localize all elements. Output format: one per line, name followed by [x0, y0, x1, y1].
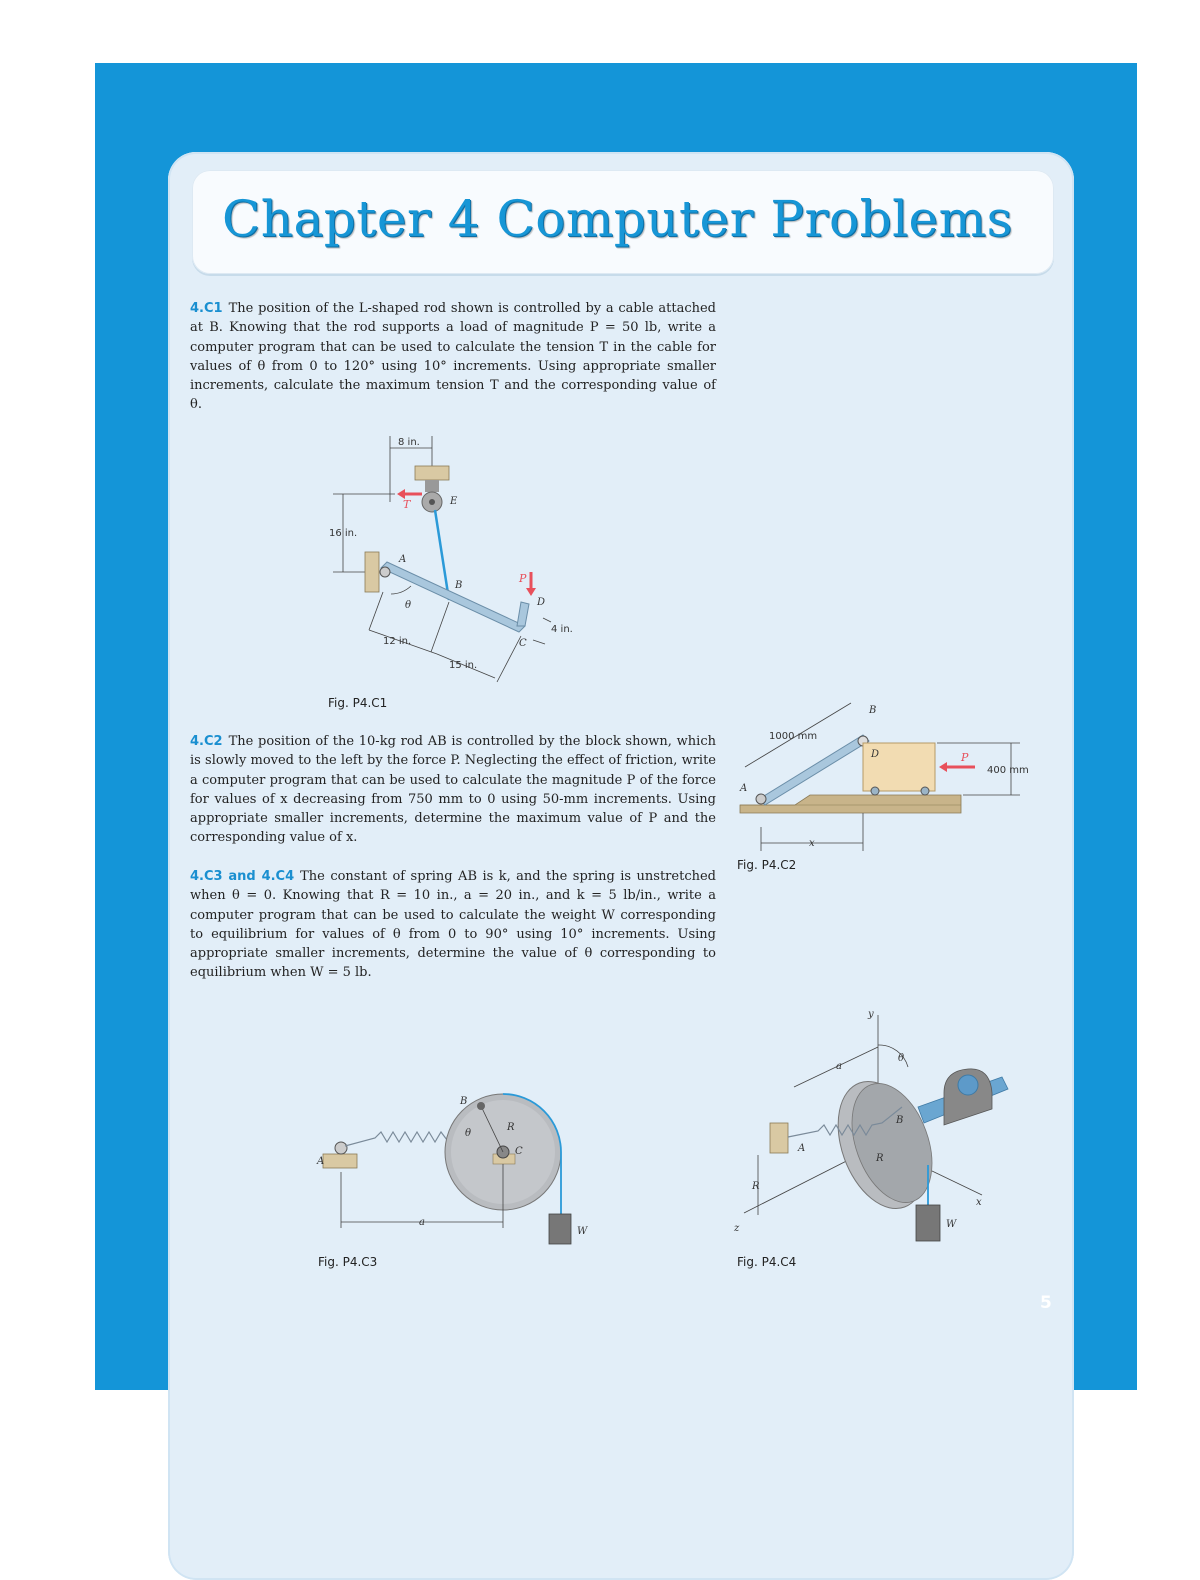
label-A: A [399, 554, 407, 565]
label-W: W [577, 1226, 588, 1237]
label-A: A [740, 783, 748, 794]
label-B: B [460, 1096, 468, 1107]
problem-text: The position of the 10-kg rod AB is controlled by the block shown, which is slowly moved to the left by the force P. Neglecting the effect of friction, write a computer program that can be used to calculate the magnitude P of the force for values of x decreasing from 750 mm to 0 using 50-mm increments. Using appropriate smaller increments, determine the maximum value of P and the corresponding value of x. [190, 734, 716, 846]
label-A: A [798, 1143, 806, 1154]
label-P: P [519, 572, 527, 585]
label-W: W [946, 1219, 957, 1230]
label-C: C [519, 638, 527, 649]
caption-p4c2: Fig. P4.C2 [737, 858, 797, 872]
problem-number: 4.C2 [190, 734, 223, 749]
label-B: B [455, 580, 463, 591]
label-C: C [515, 1146, 523, 1157]
problem-4c2 [190, 732, 716, 848]
page-number: 5 [1040, 1293, 1052, 1313]
figure-p4c2 [735, 695, 1040, 855]
figure-p4c1 [325, 432, 585, 687]
dim-4in: 4 in. [551, 624, 573, 635]
label-theta: θ [898, 1053, 905, 1064]
label-y: y [868, 1009, 874, 1020]
caption-p4c3: Fig. P4.C3 [318, 1255, 378, 1269]
label-D: D [871, 749, 880, 760]
label-E: E [450, 496, 458, 507]
label-x: x [976, 1197, 982, 1208]
label-R: R [507, 1122, 515, 1133]
caption-p4c4: Fig. P4.C4 [737, 1255, 797, 1269]
label-A: A [317, 1156, 325, 1167]
chapter-title: Chapter 4 Computer Problems [222, 190, 1013, 248]
dim-400mm: 400 mm [987, 765, 1029, 776]
label-B: B [869, 705, 877, 716]
figure-p4c3 [315, 1088, 595, 1248]
label-theta: θ [405, 600, 412, 611]
dim-15in: 15 in. [449, 660, 478, 671]
caption-p4c1: Fig. P4.C1 [328, 696, 388, 710]
label-P: P [961, 751, 969, 764]
label-T: T [403, 498, 411, 511]
problem-4c3-4c4 [190, 867, 716, 983]
label-x: x [809, 838, 815, 849]
problem-number: 4.C1 [190, 301, 223, 316]
label-z: z [734, 1223, 740, 1234]
dim-8in: 8 in. [398, 437, 420, 448]
problem-text: The position of the L-shaped rod shown is controlled by a cable attached at B. Knowing that the rod supports a load of magnitude P = 50 lb, write a computer program that can be used to calculate the tension T in the cable for values of θ from 0 to 120° using 10° increments. Using appropriate smaller increments, calculate the maximum tension T and the corresponding value of θ. [190, 301, 716, 413]
label-a: a [419, 1217, 425, 1228]
label-R-left: R [752, 1181, 760, 1192]
label-theta: θ [465, 1128, 472, 1139]
dim-16in: 16 in. [329, 528, 358, 539]
label-a: a [836, 1061, 842, 1072]
label-R-disk: R [876, 1153, 884, 1164]
problem-4c1 [190, 299, 716, 415]
dim-12in: 12 in. [383, 636, 412, 647]
figure-p4c4 [732, 1005, 1012, 1250]
dim-1000mm: 1000 mm [769, 731, 818, 742]
label-B: B [896, 1115, 904, 1126]
problem-text: The constant of spring AB is k, and the spring is unstretched when θ = 0. Knowing that R = 10 in., a = 20 in., and k = 5 lb/in., write a computer program that can be used to calculate the weight W corresponding to equilibrium for values of θ from 0 to 90° using 10° increments. Using appropriate smaller increments, determine the value of θ corresponding to equilibrium when W = 5 lb. [190, 869, 716, 981]
problem-number: 4.C3 and 4.C4 [190, 869, 295, 884]
label-D: D [537, 597, 546, 608]
